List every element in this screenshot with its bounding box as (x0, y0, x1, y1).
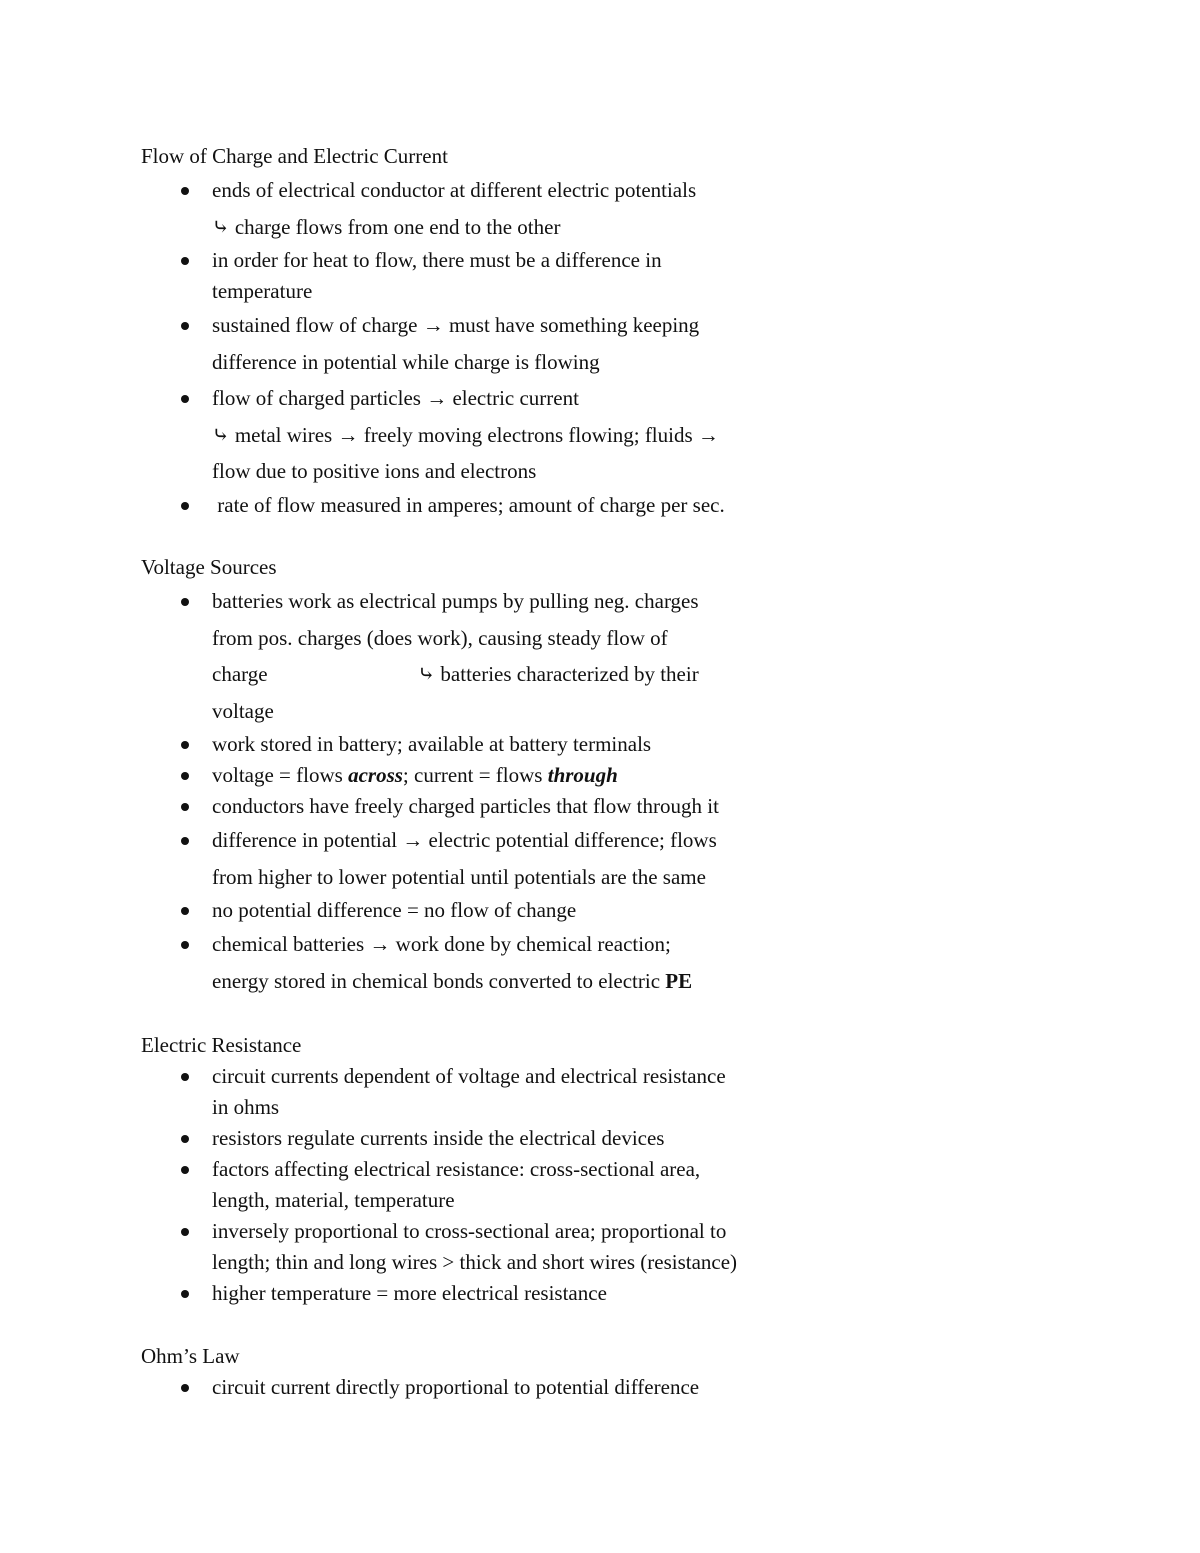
list-item (141, 1061, 861, 1123)
item-line: difference in potential while charge is flowing (212, 349, 600, 374)
list-item (141, 1372, 861, 1403)
emphasis-across: across (348, 763, 403, 787)
section-title: Electric Resistance (141, 1033, 302, 1057)
list-item (141, 1216, 861, 1278)
list-item (141, 490, 861, 521)
item-line: chemical batteries → work done by chemical reaction; (212, 932, 671, 956)
section-title: Ohm’s Law (141, 1344, 240, 1368)
item-line: difference in potential → electric potential difference; flows (212, 828, 717, 852)
list-item (141, 583, 861, 729)
item-text: energy stored in chemical bonds converted to electric (212, 968, 666, 993)
section-title: Voltage Sources (141, 555, 277, 579)
section-flow-of-charge (141, 141, 861, 521)
list-item (141, 245, 861, 307)
emphasis-through: through (547, 763, 618, 787)
item-line: resistors regulate currents inside the electrical devices (212, 1126, 665, 1150)
item-line: work stored in battery; available at battery terminals (212, 732, 652, 756)
list-item (141, 1123, 861, 1154)
emphasis-pe: PE (665, 968, 693, 993)
item-line: temperature (212, 279, 313, 303)
item-subline: ⤷ charge flows from one end to the other (212, 214, 561, 239)
list-item (141, 926, 861, 999)
item-subline: ⤷ metal wires → freely moving electrons flowing; fluids → (212, 422, 719, 447)
list-item (141, 895, 861, 926)
list-item (141, 172, 861, 245)
item-line: conductors have freely charged particles that flow through it (212, 794, 719, 818)
list-item (141, 1154, 861, 1216)
item-line-combined (212, 963, 861, 1000)
item-line: in ohms (212, 1095, 280, 1119)
bullet-list (141, 1061, 861, 1309)
list-item (141, 307, 861, 380)
item-line: ends of electrical conductor at different electric potentials (212, 178, 697, 202)
item-line: voltage (212, 698, 274, 723)
item-line: flow of charged particles → electric current (212, 386, 579, 410)
list-item (141, 380, 861, 490)
item-line: flow due to positive ions and electrons (212, 459, 537, 483)
list-item (141, 822, 861, 895)
item-text: charge (212, 662, 268, 686)
item-line: length, material, temperature (212, 1188, 455, 1212)
item-line: from higher to lower potential until potentials are the same (212, 864, 706, 889)
bullet-list (141, 1372, 861, 1403)
list-item (141, 729, 861, 760)
list-item (141, 760, 861, 791)
bullet-list (141, 583, 861, 999)
item-line: inversely proportional to cross-sectional area; proportional to (212, 1219, 727, 1243)
list-item (141, 791, 861, 822)
list-item (141, 1278, 861, 1309)
item-line: rate of flow measured in amperes; amount of charge per sec. (212, 492, 725, 517)
item-line: no potential difference = no flow of change (212, 898, 577, 922)
item-line: from pos. charges (does work), causing steady flow of (212, 625, 668, 650)
section-electric-resistance (141, 1030, 861, 1309)
item-line-combined (212, 656, 861, 693)
section-voltage-sources (141, 552, 861, 999)
item-line: length; thin and long wires > thick and short wires (resistance) (212, 1250, 738, 1274)
item-line: factors affecting electrical resistance: cross-sectional area, (212, 1157, 701, 1181)
section-ohms-law (141, 1341, 861, 1403)
item-line: circuit currents dependent of voltage and electrical resistance (212, 1064, 726, 1088)
item-line: batteries work as electrical pumps by pulling neg. charges (212, 589, 699, 613)
item-line: higher temperature = more electrical resistance (212, 1281, 607, 1305)
section-title: Flow of Charge and Electric Current (141, 144, 448, 168)
item-text: ; current = flows (402, 763, 548, 787)
item-line-combined (212, 760, 861, 791)
item-line: in order for heat to flow, there must be a difference in (212, 248, 662, 272)
bullet-list (141, 172, 861, 521)
item-line: sustained flow of charge → must have something keeping (212, 313, 700, 337)
item-text: voltage = flows (212, 763, 349, 787)
item-subline: ⤷ batteries characterized by their (417, 662, 699, 686)
item-line: circuit current directly proportional to potential difference (212, 1375, 700, 1399)
